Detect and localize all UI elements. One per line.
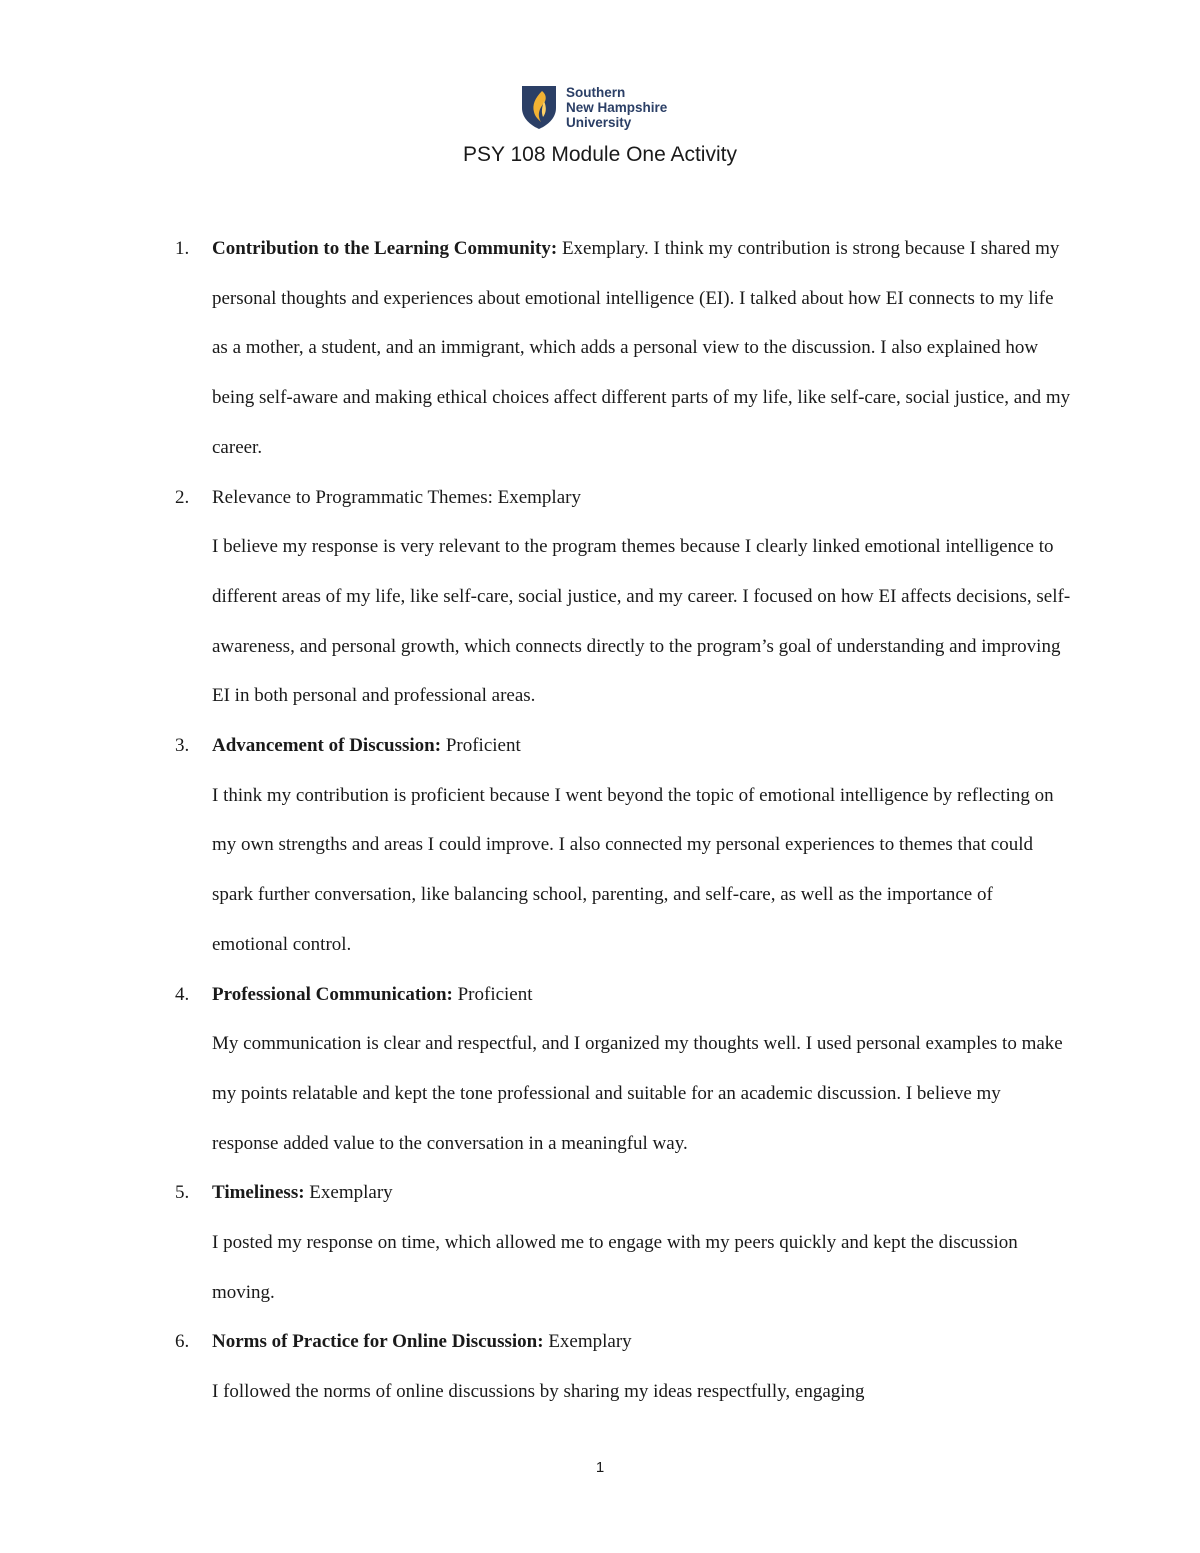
list-item (175, 1168, 1072, 1317)
item-rating: Exemplary. I think my contribution is strong because I shared my personal thoughts and experiences about emotional intelligence (EI). I talked about how EI connects to my life as a mother, a student, and an immigrant, which adds a personal view to the discussion. I also explained how being self-aware and making ethical choices affect different parts of my life, like self-care, social justice, and my career. (212, 238, 1071, 458)
item-body: My communication is clear and respectful, and I organized my thoughts well. I used personal examples to make my points relatable and kept the tone professional and suitable for an academic discussion. I believe my response added value to the conversation in a meaningful way. (212, 1033, 1063, 1154)
item-number: 3. (175, 735, 190, 757)
logo-line-3: University (566, 114, 632, 130)
rubric-list (175, 224, 1072, 1417)
item-label: Contribution to the Learning Community: (212, 238, 558, 259)
list-item (175, 970, 1072, 1169)
item-label: Norms of Practice for Online Discussion: (212, 1331, 544, 1353)
item-heading (212, 1168, 1072, 1218)
page-number: 1 (595, 1459, 605, 1476)
university-logo (520, 84, 667, 130)
item-number: 5. (175, 1182, 190, 1204)
logo-line-1: Southern (566, 84, 626, 100)
item-body: I believe my response is very relevant to the program themes because I clearly linked emotional intelligence to different areas of my life, like self-care, social justice, and my career. I focused on how EI affects decisions, self-awareness, and personal growth, which connects directly to the program’s goal of understanding and improving EI in both personal and professional areas. (212, 536, 1071, 707)
item-rating: Proficient (452, 983, 533, 1005)
item-rating: Exemplary (304, 1182, 393, 1204)
item-rating: Relevance to Programmatic Themes: Exemplary (212, 486, 581, 508)
item-heading (212, 473, 1072, 523)
item-number: 2. (175, 486, 190, 508)
item-rating: Proficient (441, 735, 521, 757)
item-body: I posted my response on time, which allowed me to engage with my peers quickly and kept the discussion moving. (212, 1232, 1018, 1303)
item-label: Timeliness: (212, 1182, 305, 1204)
item-heading (212, 721, 1072, 771)
item-body: I followed the norms of online discussions by sharing my ideas respectfully, engaging (212, 1381, 865, 1403)
item-heading (212, 970, 1072, 1020)
list-item (175, 473, 1072, 722)
logo-line-2: New Hampshire (566, 99, 668, 115)
item-rating: Exemplary (543, 1331, 632, 1353)
logo-wordmark (566, 85, 667, 130)
page-title: PSY 108 Module One Activity (463, 143, 737, 166)
item-heading (212, 1317, 1072, 1367)
list-item (175, 1317, 1072, 1416)
item-heading (212, 224, 1072, 473)
shield-flame-icon (520, 84, 558, 130)
item-label: Advancement of Discussion: (212, 735, 442, 757)
item-number: 4. (175, 983, 190, 1005)
item-number: 6. (175, 1331, 190, 1353)
item-number: 1. (175, 238, 190, 259)
list-item (175, 224, 1072, 473)
list-item (175, 721, 1072, 970)
item-body: I think my contribution is proficient because I went beyond the topic of emotional intelligence by reflecting on my own strengths and areas I could improve. I also connected my personal experiences to themes that could spark further conversation, like balancing school, parenting, and self-care, as well as the importance of emotional control. (212, 784, 1054, 955)
item-label: Professional Communication: (212, 983, 453, 1005)
